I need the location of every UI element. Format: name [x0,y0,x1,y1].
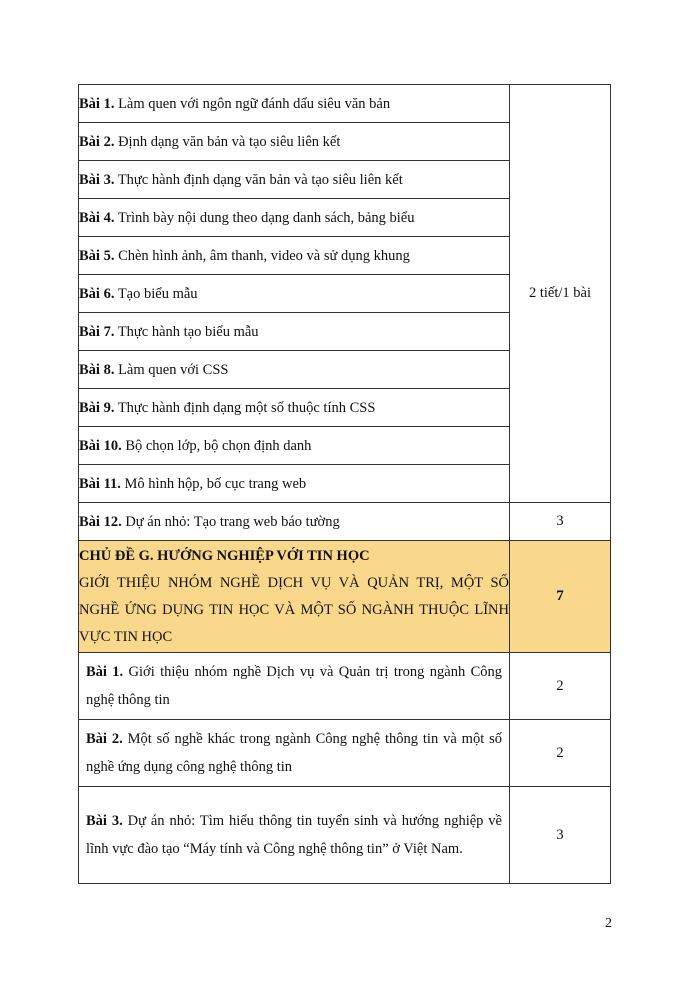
lesson-cell [79,313,510,351]
lesson-label: Bài 2. [79,133,115,150]
lesson-title: Thực hành định dạng một số thuộc tính CSS [117,399,376,416]
lesson-cell [79,427,510,465]
lesson-title: Định dạng văn bản và tạo siêu liên kết [118,133,341,150]
lesson-label: Bài 3. [79,171,115,188]
lesson-title: Tạo biểu mẫu [117,285,198,302]
topic-subtitle: GIỚI THIỆU NHÓM NGHỀ DỊCH VỤ VÀ QUẢN TRỊ, MỘT SỐ NGHỀ ỨNG DỤNG TIN HỌC VÀ MỘT SỐ NGÀNH THUỘC LĨNH VỰC TIN HỌC [79,574,509,645]
topic-row [79,541,611,653]
topic-hours-cell: 7 [510,541,611,653]
hours-cell: 3 [510,787,611,884]
lesson-cell [79,85,510,123]
lesson-cell [79,720,510,787]
lesson-label: Bài 3. [86,813,123,829]
hours-cell: 2 [510,653,611,720]
lesson-title: Mô hình hộp, bố cục trang web [124,475,307,492]
lesson-title: Dự án nhỏ: Tìm hiểu thông tin tuyển sinh và hướng nghiệp về lĩnh vực đào tạo “Máy tính và Công nghệ thông tin” ở Việt Nam. [86,813,502,857]
lesson-label: Bài 1. [86,664,124,680]
group-hours-cell: 2 tiết/1 bài [510,85,611,503]
lesson-label: Bài 10. [79,437,122,454]
hours-cell: 2 [510,720,611,787]
lesson-cell [79,237,510,275]
lesson-title: Dự án nhỏ: Tạo trang web báo tường [125,513,340,530]
lesson-title: Thực hành định dạng văn bản và tạo siêu liên kết [117,171,403,188]
table-row [79,787,611,884]
lesson-cell [79,465,510,503]
lesson-label: Bài 2. [86,731,123,747]
lesson-title: Trình bày nội dung theo dạng danh sách, bảng biểu [117,209,415,226]
lesson-label: Bài 8. [79,361,115,378]
lesson-label: Bài 7. [79,323,115,340]
lesson-cell [79,351,510,389]
lesson-label: Bài 9. [79,399,115,416]
lesson-title: Một số nghề khác trong ngành Công nghệ thông tin và một số nghề ứng dụng công nghệ thông tin [86,731,502,775]
lesson-label: Bài 5. [79,247,115,264]
curriculum-table [78,84,611,884]
topic-cell [79,541,510,653]
lesson-cell [79,787,510,884]
lesson-title: Làm quen với ngôn ngữ đánh dấu siêu văn bản [118,95,391,112]
lesson-cell [79,123,510,161]
lesson-cell [79,653,510,720]
lesson-cell [79,275,510,313]
lesson-title: Chèn hình ảnh, âm thanh, video và sử dụng khung [118,247,410,264]
table-row [79,720,611,787]
lesson-label: Bài 12. [79,513,122,530]
topic-title: CHỦ ĐỀ G. HƯỚNG NGHIỆP VỚI TIN HỌC [79,547,370,564]
hours-cell: 3 [510,503,611,541]
lesson-label: Bài 11. [79,475,121,492]
table-row [79,653,611,720]
lesson-label: Bài 1. [79,95,115,112]
lesson-label: Bài 4. [79,209,115,226]
lesson-label: Bài 6. [79,285,115,302]
table-row [79,85,611,123]
page-number: 2 [605,916,612,931]
lesson-cell [79,503,510,541]
lesson-cell [79,161,510,199]
table-row [79,503,611,541]
lesson-title: Giới thiệu nhóm nghề Dịch vụ và Quản trị trong ngành Công nghệ thông tin [86,664,502,708]
lesson-title: Bộ chọn lớp, bộ chọn định danh [125,437,312,454]
lesson-title: Thực hành tạo biểu mẫu [117,323,259,340]
lesson-cell [79,389,510,427]
lesson-cell [79,199,510,237]
lesson-title: Làm quen với CSS [118,361,229,378]
